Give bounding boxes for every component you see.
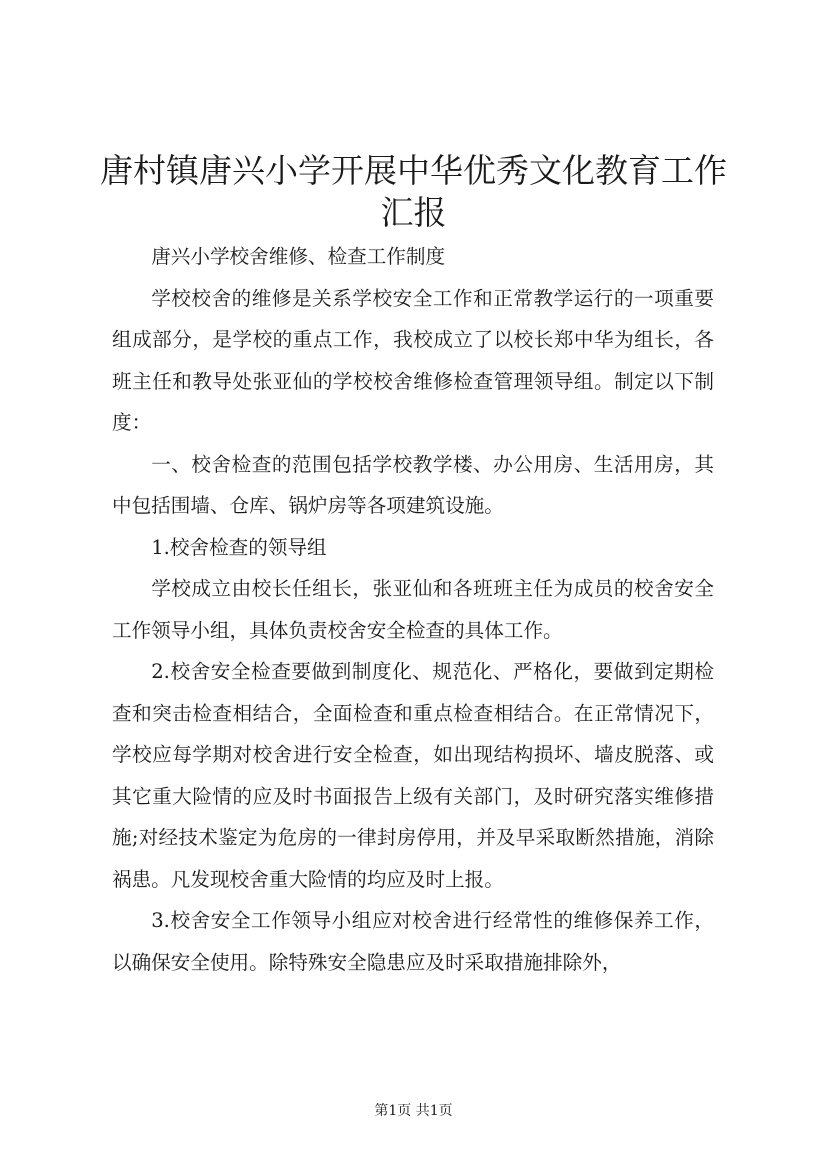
page-footer: 第1页 共1页 [374, 1103, 453, 1119]
paragraph-intro: 学校校舍的维修是关系学校安全工作和正常教学运行的一项重要组成部分，是学校的重点工作，我校成立了以校长郑中华为组长，各班主任和教导处张亚仙的学校校舍维修检查管理领导组。制定以下制度： [112, 286, 714, 434]
document-title: 唐村镇唐兴小学开展中华优秀文化教育工作汇报 [100, 151, 727, 232]
paragraph-scope: 一、校舍检查的范围包括学校教学楼、办公用房、生活用房，其中包括围墙、仓库、锅炉房等各项建筑设施。 [112, 452, 714, 517]
paragraph-subtitle: 唐兴小学校舍维修、检查工作制度 [151, 245, 446, 268]
paragraph-heading-1: 1.校舍检查的领导组 [151, 535, 327, 559]
paragraph-inspection-rules: 2.校舍安全检查要做到制度化、规范化、严格化，要做到定期检查和突击检查相结合，全面检查和重点检查相结合。在正常情况下，学校应每学期对校舍进行安全检查，如出现结构损坏、墙皮脱落、或其它重大险情的应及时书面报告上级有关部门，及时研究落实维修措施;对经技术鉴定为危房的一律封房停用，并及早采取断然措施，消除祸患。凡发现校舍重大险情的均应及时上报。 [112, 660, 714, 891]
paragraph-maintenance: 3.校舍安全工作领导小组应对校舍进行经常性的维修保养工作，以确保安全使用。除特殊安全隐患应及时采取措施排除外， [112, 909, 714, 974]
paragraph-leadership: 学校成立由校长任组长，张亚仙和各班班主任为成员的校舍安全工作领导小组，具体负责校舍安全检查的具体工作。 [112, 577, 714, 642]
document-body [112, 236, 714, 983]
